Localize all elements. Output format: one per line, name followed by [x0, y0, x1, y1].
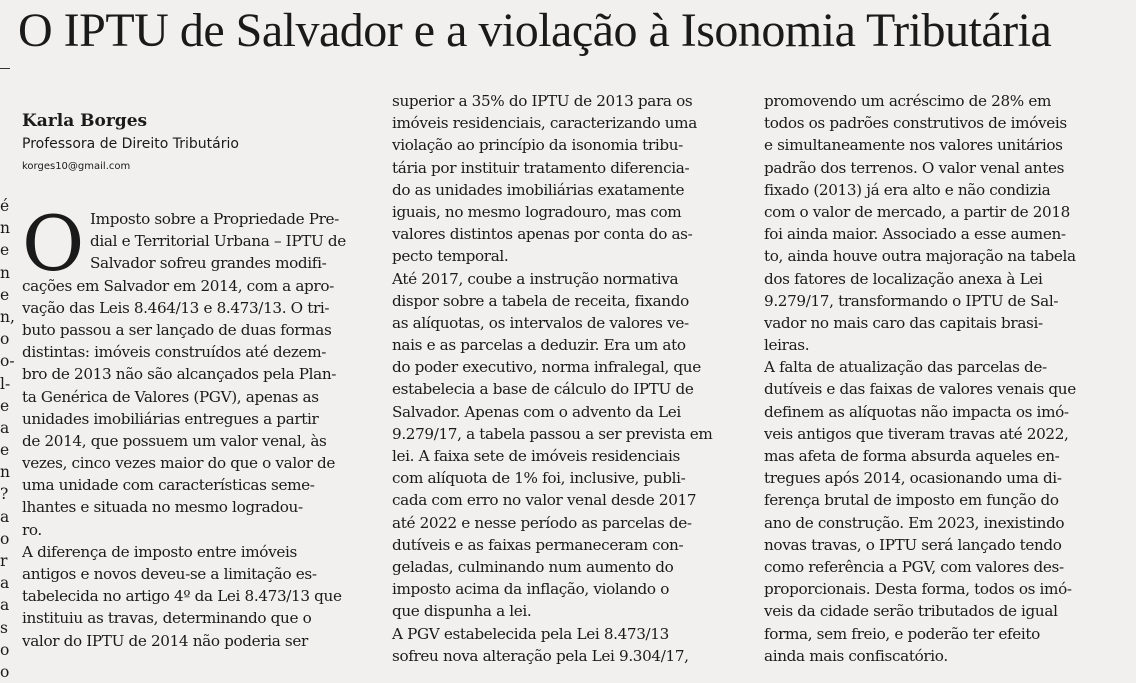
previous-article-fragment	[0, 195, 15, 683]
text-line: dutíveis e das faixas de valores venais que	[764, 380, 1076, 399]
text-line: unidades imobiliárias entregues a partir	[22, 409, 319, 428]
fragment-line: a	[0, 574, 10, 593]
text-line: vação das Leis 8.464/13 e 8.473/13. O tri-	[22, 298, 330, 317]
text-line: valor do IPTU de 2014 não poderia ser	[22, 631, 308, 650]
text-line: ainda mais confiscatório.	[764, 646, 948, 665]
text-line: instituiu as travas, determinando que o	[22, 609, 312, 628]
text-line: dutíveis e as faixas permaneceram con-	[392, 535, 684, 554]
fragment-line: ?	[0, 485, 9, 504]
text-line: fixado (2013) já era alto e não condizia	[764, 180, 1051, 199]
fragment-line: n	[0, 219, 10, 238]
text-line: as alíquotas, os intervalos de valores ve-	[392, 313, 689, 332]
text-line: mas afeta de forma absurda aqueles en-	[764, 447, 1060, 465]
fragment-line: a	[0, 418, 10, 437]
text-line: sofreu nova alteração pela Lei 9.304/17,	[392, 646, 689, 665]
text-line: antigos e novos deveu-se a limitação es-	[22, 565, 317, 583]
text-line: proporcionais. Desta forma, todos os imó-	[764, 580, 1072, 599]
fragment-line: o	[0, 529, 10, 548]
text-line: Salvador sofreu grandes modifi-	[90, 254, 327, 273]
fragment-line: e	[0, 241, 10, 260]
text-line: de 2014, que possuem um valor venal, às	[22, 431, 327, 450]
text-line: A diferença de imposto entre imóveis	[22, 542, 297, 561]
text-line: tabelecida no artigo 4º da Lei 8.473/13 que	[22, 587, 342, 606]
text-line: até 2022 e nesse período as parcelas de-	[392, 513, 692, 532]
fragment-line: l-	[0, 374, 11, 393]
text-line: lei. A faixa sete de imóveis residenciais	[392, 447, 680, 465]
text-line: que dispunha a lei.	[392, 602, 532, 621]
text-line: dos fatores de localização anexa à Lei	[764, 269, 1043, 288]
text-line: iguais, no mesmo logradouro, mas com	[392, 202, 682, 221]
text-line: lhantes e situada no mesmo logradou-	[22, 498, 303, 517]
text-line: definem as alíquotas não impacta os imó-	[764, 402, 1069, 421]
text-line: com alíquota de 1% foi, inclusive, publi-	[392, 469, 686, 488]
text-line: violação ao princípio da isonomia tribu-	[392, 136, 683, 155]
text-line: uma unidade com características seme-	[22, 476, 315, 495]
text-line: imóveis residenciais, caracterizando uma	[392, 114, 697, 133]
article-column-1	[22, 199, 374, 652]
fragment-line: é	[0, 197, 10, 215]
text-line: cações em Salvador em 2014, com a apro-	[22, 276, 334, 295]
fragment-line: e	[0, 441, 10, 460]
text-line: e simultaneamente nos valores unitários	[764, 136, 1063, 155]
text-line: ano de construção. Em 2023, inexistindo	[764, 513, 1065, 532]
text-line: Até 2017, coube a instrução normativa	[392, 269, 679, 288]
text-line: tária por instituir tratamento diferencia-	[392, 158, 690, 177]
fragment-line: n	[0, 463, 10, 482]
text-line: todos os padrões construtivos de imóveis	[764, 114, 1067, 133]
fragment-line: n,	[0, 307, 15, 326]
text-line: geladas, culminando num aumento do	[392, 557, 674, 576]
text-line: Salvador. Apenas com o advento da Lei	[392, 402, 681, 421]
text-line: novas travas, o IPTU será lançado tendo	[764, 535, 1062, 554]
text-line: nais e as parcelas a deduzir. Era um ato	[392, 336, 686, 355]
text-line: com o valor de mercado, a partir de 2018	[764, 202, 1070, 221]
fragment-line: o	[0, 662, 10, 681]
text-line: dial e Territorial Urbana – IPTU de	[90, 232, 346, 251]
text-line: dispor sobre a tabela de receita, fixando	[392, 291, 689, 310]
text-line: do poder executivo, norma infralegal, que	[392, 358, 701, 377]
text-line: bro de 2013 não são alcançados pela Plan-	[22, 365, 337, 384]
fragment-line: a	[0, 596, 10, 615]
text-line: forma, sem freio, e poderão ter efeito	[764, 624, 1040, 643]
text-line: buto passou a ser lançado de duas formas	[22, 320, 332, 339]
text-line: veis da cidade serão tributados de igual	[764, 602, 1058, 621]
author-role: Professora de Direito Tributário	[22, 136, 239, 152]
text-line: to, ainda houve outra majoração na tabela	[764, 247, 1076, 266]
section-rule	[0, 68, 10, 69]
text-line: padrão dos terrenos. O valor venal antes	[764, 158, 1065, 177]
text-line: A PGV estabelecida pela Lei 8.473/13	[392, 624, 669, 643]
text-line: leiras.	[764, 336, 810, 355]
text-line: cada com erro no valor venal desde 2017	[392, 491, 697, 510]
text-line: como referência a PGV, com valores des-	[764, 557, 1064, 576]
text-line: ta Genérica de Valores (PGV), apenas as	[22, 387, 319, 406]
text-line: 9.279/17, transformando o IPTU de Sal-	[764, 291, 1059, 310]
text-line: superior a 35% do IPTU de 2013 para os	[392, 92, 693, 110]
text-line: promovendo um acréscimo de 28% em	[764, 92, 1052, 110]
text-line: 9.279/17, a tabela passou a ser prevista em	[392, 424, 713, 443]
drop-cap: O	[22, 199, 85, 288]
text-line: do as unidades imobiliárias exatamente	[392, 180, 685, 199]
article-column-3	[764, 90, 1120, 667]
fragment-line: o	[0, 640, 10, 659]
fragment-line: o	[0, 330, 10, 349]
text-line: estabelecia a base de cálculo do IPTU de	[392, 380, 694, 399]
author-name: Karla Borges	[22, 111, 148, 131]
fragment-line: e	[0, 285, 10, 304]
text-line: vezes, cinco vezes maior do que o valor de	[22, 454, 336, 473]
fragment-line: n	[0, 263, 10, 282]
author-email[interactable]: korges10@gmail.com	[22, 161, 131, 172]
fragment-line: s	[0, 618, 8, 637]
text-line: A falta de atualização das parcelas de-	[764, 358, 1047, 377]
fragment-line: o-	[0, 352, 15, 371]
article-headline: O IPTU de Salvador e a violação à Isonomia Tributária	[18, 4, 1052, 57]
text-line: ferença brutal de imposto em função do	[764, 491, 1059, 510]
article-column-2	[392, 90, 748, 667]
text-line: vador no mais caro das capitais brasi-	[764, 313, 1043, 332]
fragment-line: a	[0, 507, 10, 526]
text-line: Imposto sobre a Propriedade Pre-	[90, 210, 339, 228]
fragment-line: e	[0, 396, 10, 415]
text-line: imposto acima da inflação, violando o	[392, 580, 669, 599]
text-line: ro.	[22, 520, 42, 539]
text-line: distintas: imóveis construídos até dezem-	[22, 343, 327, 362]
text-line: foi ainda maior. Associado a esse aumen-	[764, 225, 1066, 244]
text-line: veis antigos que tiveram travas até 2022,	[764, 424, 1069, 443]
text-line: pecto temporal.	[392, 247, 509, 266]
fragment-line: r	[0, 552, 8, 570]
text-line: valores distintos apenas por conta do as-	[392, 225, 693, 244]
text-line: tregues após 2014, ocasionando uma di-	[764, 469, 1062, 488]
